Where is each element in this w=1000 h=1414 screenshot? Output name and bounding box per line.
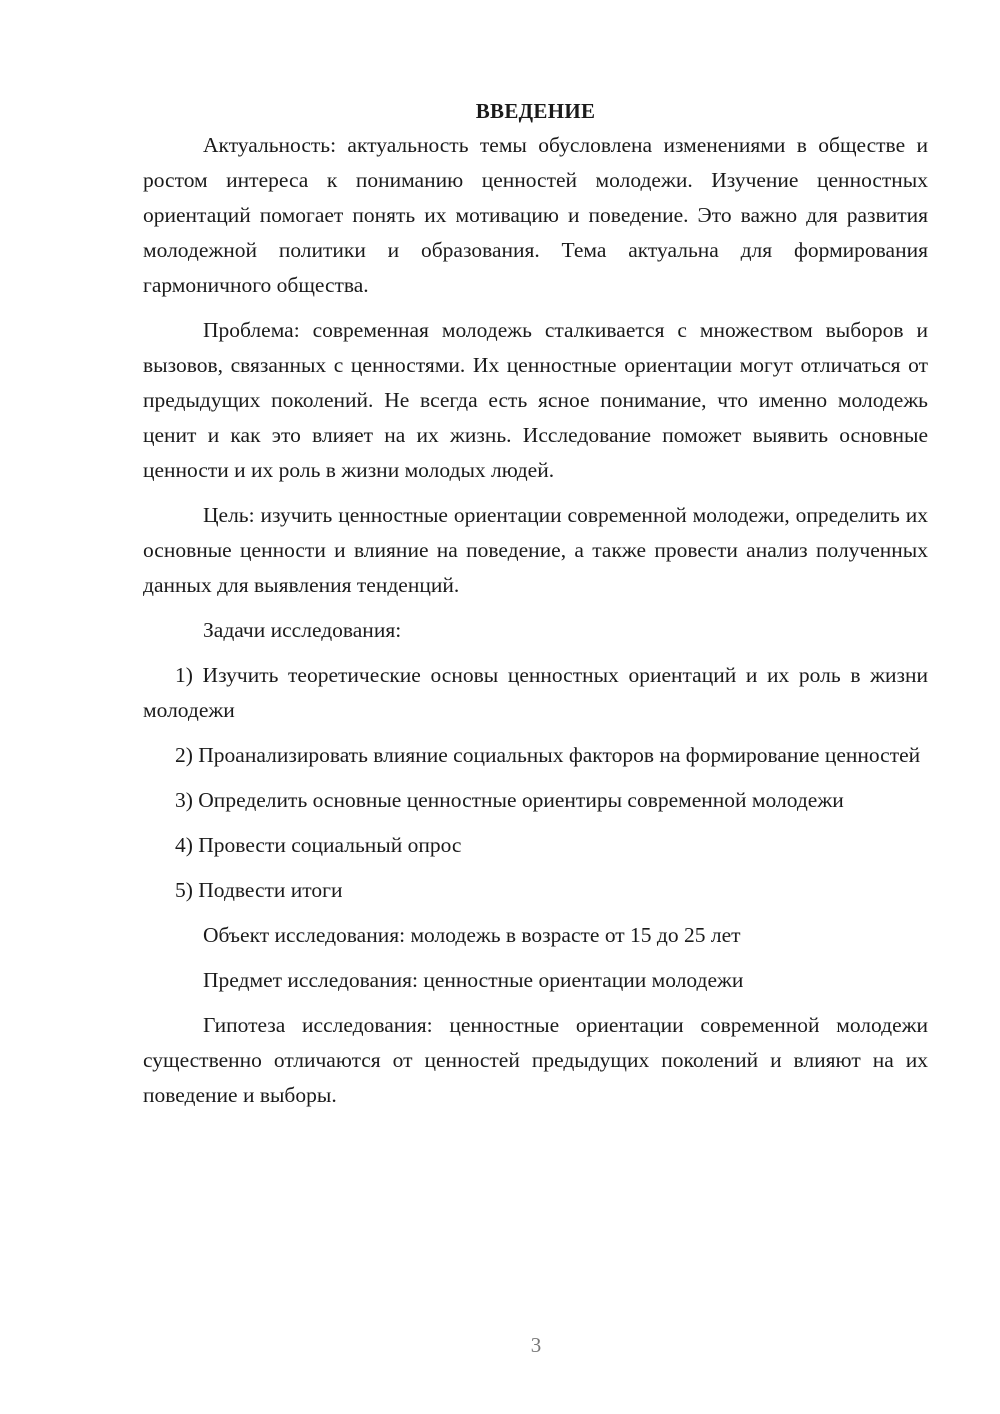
research-hypothesis: Гипотеза исследования: ценностные ориентации современной молодежи существенно отличаются от ценностей предыдущих поколений и влияют на их поведение и выборы. <box>143 1013 928 1107</box>
problem-paragraph: Проблема: современная молодежь сталкивается с множеством выборов и вызовов, связанных с ценностями. Их ценностные ориентации могут отличаться от предыдущих поколений. Не всегда есть ясное понимание, что именно молодежь ценит и как это влияет на их жизнь. Исследование поможет выявить основные ценности и их роль в жизни молодых людей. <box>143 318 928 482</box>
page-number: 3 <box>530 1333 542 1357</box>
relevance-paragraph: Актуальность: актуальность темы обусловлена изменениями в обществе и ростом интереса к пониманию ценностей молодежи. Изучение ценностных ориентаций помогает понять их мотивацию и поведение. Это важно для развития молодежной политики и образования. Тема актуальна для формирования гармоничного общества. <box>143 133 928 297</box>
page-title: ВВЕДЕНИЕ <box>475 99 596 123</box>
document-page <box>143 96 928 1123</box>
tasks-heading: Задачи исследования: <box>203 618 402 642</box>
research-object: Объект исследования: молодежь в возрасте от 15 до 25 лет <box>203 923 741 947</box>
task-item: 1) Изучить теоретические основы ценностных ориентаций и их роль в жизни молодежи <box>143 663 928 722</box>
task-item: 5) Подвести итоги <box>175 878 343 902</box>
task-item: 2) Проанализировать влияние социальных факторов на формирование ценностей <box>175 743 921 767</box>
goal-paragraph: Цель: изучить ценностные ориентации современной молодежи, определить их основные ценности и влияние на поведение, а также провести анализ полученных данных для выявления тенденций. <box>143 503 928 597</box>
task-item: 4) Провести социальный опрос <box>175 833 462 857</box>
research-subject: Предмет исследования: ценностные ориентации молодежи <box>203 968 744 992</box>
task-item: 3) Определить основные ценностные ориентиры современной молодежи <box>175 788 844 812</box>
